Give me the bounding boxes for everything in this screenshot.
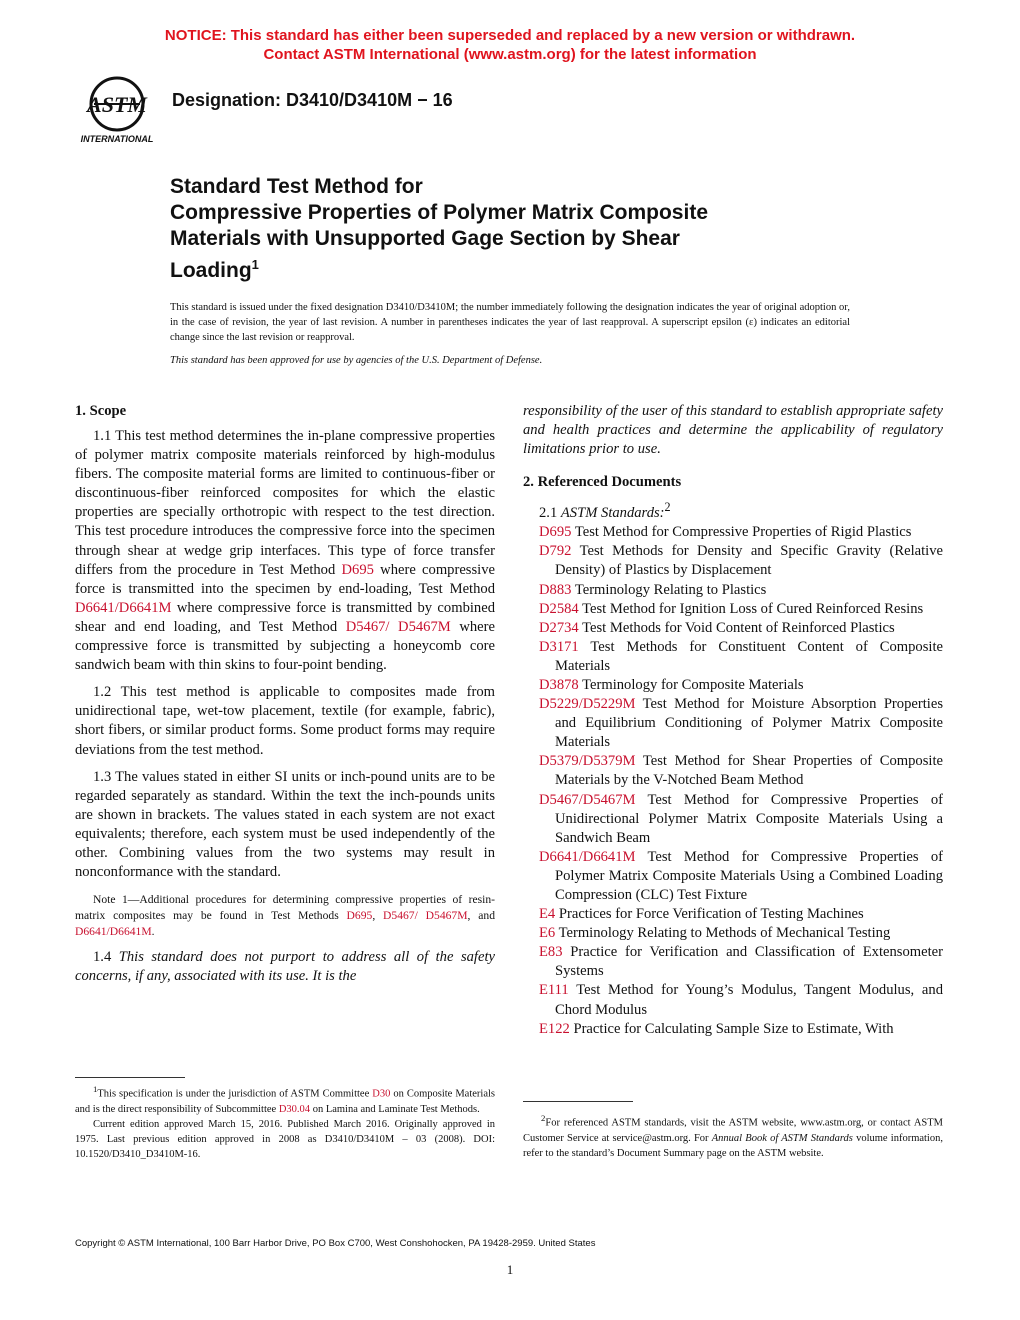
reference-title: Test Method for Young’s Modulus, Tangent Modulus, and Chord Modulus — [555, 982, 943, 1018]
reference-item — [523, 981, 943, 1019]
astm-standards-intro: 2.1 ASTM Standards:$^2$ — [539, 500, 671, 522]
reference-title: Test Method for Compressive Properties of Unidirectional Polymer Matrix Composite Materials Using a Sandwich Beam — [555, 791, 943, 846]
reference-title: Test Methods for Density and Specific Gravity (Relative Density) of Plastics by Displacement — [555, 543, 943, 579]
document-title — [170, 174, 870, 284]
withdrawal-notice — [0, 26, 1020, 64]
reference-item — [523, 523, 943, 542]
title-line-4: Loading — [170, 259, 252, 282]
designation: Designation: D3410/D3410M − 16 — [172, 90, 453, 110]
footnote-1: $^1$This specification is under the jurisdiction of ASTM Committee D30 on Composite Materials and is the direct responsibility of Subcommittee D30.04 on Lamina and Laminate Test Methods. Current edition approved March 15, 2016. Published March 2016. Originally approved in 1975. Last previous edition approved in 2008 as D3410/D3410M – 03 (2008). DOI: 10.1520/D3410_D3410M-16. — [75, 1084, 495, 1160]
reference-list — [523, 523, 943, 1039]
reference-link[interactable]: D6641/D6641M — [539, 848, 636, 865]
copyright-line: Copyright © ASTM International, 100 Barr Harbor Drive, PO Box C700, West Conshohocken, PA 19428-2959. United States — [75, 1238, 596, 1249]
reference-title: Terminology for Composite Materials — [578, 676, 804, 693]
link-d6641[interactable]: D6641/D6641M — [75, 599, 172, 616]
referenced-documents-heading: 2. Referenced Documents — [523, 474, 682, 491]
right-column — [523, 402, 943, 1039]
footnote-2: $^2$For referenced ASTM standards, visit the ASTM website, www.astm.org, or contact ASTM Customer Service at service@astm.org. For Annual Book of ASTM Standards volume information, refer to the standard’s Document Summary page on the ASTM website. — [523, 1113, 943, 1159]
footnote-divider — [75, 1077, 185, 1078]
left-column — [75, 402, 495, 986]
reference-title: Test Methods for Constituent Content of Composite Materials — [555, 638, 943, 674]
reference-item — [523, 1020, 943, 1039]
reference-item — [523, 791, 943, 848]
title-line-3: Materials with Unsupported Gage Section by Shear — [170, 227, 680, 250]
reference-link[interactable]: D792 — [539, 543, 572, 560]
link-d5467[interactable]: D5467/ D5467M — [345, 618, 451, 635]
scope-para-1-1: 1.1 This test method determines the in-plane compressive properties of polymer matrix composite materials reinforced by high-modulus fibers. The composite material forms are limited to continuous-fiber or discontinuous-fiber reinforced composites for which the elastic properties are specially orthotropic with respect to the test direction. This test procedure introduces the compressive force into the specimen through shear at wedge grip interfaces. This type of force transfer differs from the procedure in Test Method D695 where compressive force is transmitted into the specimen by end-loading, Test Method D6641/D6641M where compressive force is transmitted by combined shear and end loading, and Test Method D5467/ D5467M where compressive force is transmitted by subjecting a honeycomb core sandwich beam with thin skins to four-point bending. — [75, 428, 495, 674]
reference-title: Test Method for Compressive Properties of Rigid Plastics — [571, 524, 912, 541]
reference-link[interactable]: E83 — [539, 944, 563, 961]
reference-item — [523, 600, 943, 619]
reference-link[interactable]: D3878 — [539, 676, 579, 693]
reference-item — [523, 695, 943, 752]
reference-item — [523, 542, 943, 580]
reference-link[interactable]: D695 — [539, 524, 572, 541]
reference-title: Practice for Calculating Sample Size to Estimate, With — [569, 1020, 894, 1037]
scope-para-1-4: 1.4 This standard does not purport to address all of the safety concerns, if any, associated with its use. It is the — [75, 949, 495, 985]
reference-link[interactable]: E111 — [539, 982, 569, 999]
title-line-1: Standard Test Method for — [170, 175, 423, 198]
reference-item — [523, 752, 943, 790]
reference-link[interactable]: D2584 — [539, 600, 579, 617]
reference-item — [523, 905, 943, 924]
reference-link[interactable]: D5229/D5229M — [539, 696, 636, 713]
reference-title: Test Method for Ignition Loss of Cured Reinforced Resins — [578, 600, 924, 617]
link-d695[interactable]: D695 — [341, 561, 374, 578]
issuance-statement: This standard is issued under the fixed designation D3410/D3410M; the number immediately following the designation indicates the year of original adoption or, in the case of revision, the year of last revision. A number in parentheses indicates the year of last reapproval. A superscript epsilon (ε) indicates an editorial change since the last revision or reapproval. — [170, 302, 850, 343]
reference-title: Practice for Verification and Classification of Extensometer Systems — [555, 944, 943, 980]
reference-link[interactable]: E6 — [539, 925, 556, 942]
reference-link[interactable]: E122 — [539, 1020, 570, 1037]
reference-item — [523, 848, 943, 905]
reference-link[interactable]: D3171 — [539, 638, 579, 655]
title-line-2: Compressive Properties of Polymer Matrix Composite — [170, 201, 708, 224]
note-1: Note 1—Additional procedures for determining compressive properties of resin-matrix composites may be found in Test Methods D695, D5467/ D5467M, and D6641/D6641M. — [75, 893, 495, 939]
reference-title: Terminology Relating to Methods of Mechanical Testing — [555, 925, 891, 942]
reference-title: Test Method for Shear Properties of Composite Materials by the V-Notched Beam Method — [555, 753, 943, 789]
reference-link[interactable]: E4 — [539, 906, 556, 923]
reference-item — [523, 619, 943, 638]
link-committee-d30[interactable]: D30 — [372, 1088, 391, 1100]
link-subcommittee-d30-04[interactable]: D30.04 — [278, 1103, 311, 1115]
reference-item — [523, 943, 943, 981]
reference-item — [523, 676, 943, 695]
reference-link[interactable]: D5379/D5379M — [539, 753, 636, 770]
reference-title: Test Method for Compressive Properties of Polymer Matrix Composite Materials Using a Combined Loading Compression (CLC) Test Fixture — [555, 848, 943, 904]
link-d5467[interactable]: D5467/ D5467M — [383, 909, 468, 923]
reference-link[interactable]: D2734 — [539, 619, 579, 636]
astm-logo — [74, 74, 160, 146]
link-d695[interactable]: D695 — [346, 909, 373, 923]
svg-text:ASTM: ASTM — [87, 92, 147, 117]
reference-item — [523, 924, 943, 943]
reference-link[interactable]: D5467/D5467M — [539, 791, 636, 808]
page-number: 1 — [506, 1262, 514, 1277]
scope-para-1-3: 1.3 The values stated in either SI units or inch-pound units are to be regarded separately as standard. Within the text the inch-pounds units are shown in brackets. The values stated in each system are not exact equivalents; therefore, each system must be used independently of the other. Combining values from the two systems may result in nonconformance with the standard. — [75, 768, 495, 881]
svg-text:INTERNATIONAL: INTERNATIONAL — [80, 134, 154, 144]
notice-line-1: NOTICE: This standard has either been superseded and replaced by a new version or withdrawn. — [164, 27, 856, 44]
dod-approval-statement: This standard has been approved for use by agencies of the U.S. Department of Defense. — [170, 355, 543, 366]
reference-title: Test Methods for Void Content of Reinforced Plastics — [578, 619, 895, 636]
scope-heading: 1. Scope — [75, 403, 127, 419]
reference-link[interactable]: D883 — [539, 581, 572, 598]
reference-title: Terminology Relating to Plastics — [571, 581, 767, 598]
title-footnote-mark: 1 — [251, 257, 259, 272]
notice-line-2: Contact ASTM International (www.astm.org) for the latest information — [263, 46, 757, 63]
reference-title: Practices for Force Verification of Testing Machines — [555, 906, 864, 923]
reference-item — [523, 581, 943, 600]
reference-title: Test Method for Moisture Absorption Properties and Equilibrium Conditioning of Polymer Matrix Composite Materials — [555, 696, 943, 751]
footnote-1-edition: Current edition approved March 15, 2016. Published March 2016. Originally approved in 1975. Last previous edition approved in 2008 as D3410/D3410M – 03 (2008). DOI: 10.1520/D3410_D3410M-16. — [75, 1118, 495, 1160]
reference-item — [523, 638, 943, 676]
link-d6641[interactable]: D6641/D6641M — [75, 925, 152, 939]
scope-para-1-4-continued: responsibility of the user of this standard to establish appropriate safety and health practices and determine the applicability of regulatory limitations prior to use. — [523, 403, 943, 458]
scope-para-1-2: 1.2 This test method is applicable to composites made from unidirectional tape, wet-tow placement, textile (for example, fabric), short fibers, or similar product forms. Some product forms may require deviations from the test method. — [75, 684, 495, 758]
footnote-divider — [523, 1101, 633, 1102]
